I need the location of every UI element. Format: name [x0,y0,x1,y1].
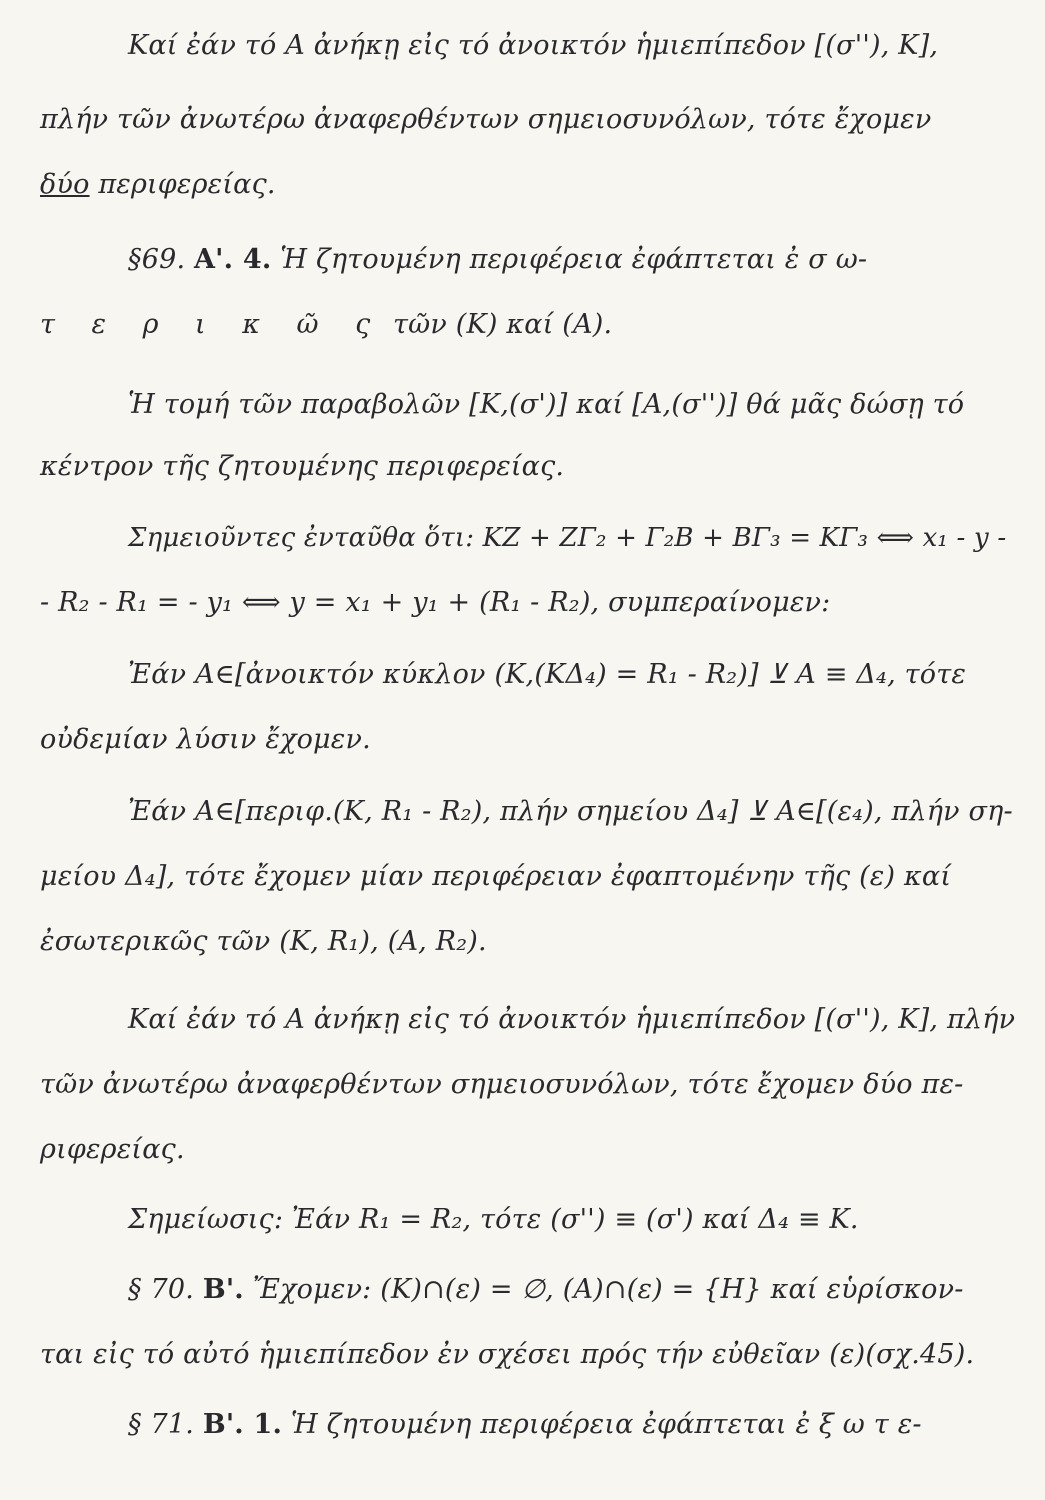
section-number: § 71. [128,1409,203,1440]
text-line-16: τῶν ἀνωτέρω ἀναφερθέντων σημειοσυνόλων, τότε ἔχομεν δύο πε- [40,1069,964,1100]
text-line-9: - R₂ - R₁ = - y₁ ⟺ y = x₁ + y₁ + (R₁ - R₂), συμπεραίνομεν: [40,587,831,618]
text-line-10: Ἐάν Α∈[ἀνοικτόν κύκλον (Κ,(ΚΔ₄) = R₁ - R₂)] ⊻ Α ≡ Δ₄, τότε [128,659,967,690]
underlined-word: δύο [40,169,90,200]
section-69-text: Ἡ ζητουμένη περιφέρεια ἐφάπτεται ἐ σ ω- [271,244,868,275]
section-label: Β'. 1. [202,1409,283,1440]
text-line-17: ριφερείας. [40,1134,185,1165]
text-line-6: Ἡ τομή τῶν παραβολῶν [Κ,(σ')] καί [Α,(σ'')] θά μᾶς δώσῃ τό [128,389,965,420]
spaced-word: τ ε ρ ι κ ῶ ς [40,309,385,340]
text-line-20: ται εἰς τό αὐτό ἡμιεπίπεδον ἐν σχέσει πρός τήν εὐθεῖαν (ε)(σχ.45). [40,1339,975,1370]
text-line-13: μείου Δ₄], τότε ἔχομεν μίαν περιφέρειαν ἐφαπτομένην τῆς (ε) καί [40,861,952,892]
section-label: Β'. [202,1274,244,1305]
section-69-heading [128,240,1005,280]
line-3-rest: περιφερείας. [89,169,276,200]
section-number: §69. [128,244,195,275]
section-70-heading [128,1270,1005,1310]
section-number: § 70. [128,1274,203,1305]
text-line-12: Ἐάν Α∈[περιφ.(Κ, R₁ - R₂), πλήν σημείου Δ₄] ⊻ Α∈[(ε₄), πλήν ση- [128,796,1013,827]
section-label: Α'. 4. [194,244,272,275]
line-5-rest: τῶν (Κ) καί (Α). [384,309,613,340]
section-71-text: Ἡ ζητουμένη περιφέρεια ἐφάπτεται ἐ ξ ω τ ε- [282,1409,922,1440]
text-line-1: Καί ἐάν τό Α ἀνήκῃ εἰς τό ἀνοικτόν ἡμιεπίπεδον [(σ''), Κ], [128,30,939,61]
text-line-3 [40,165,1005,205]
text-line-5 [40,305,1005,345]
text-line-7: κέντρον τῆς ζητουμένης περιφερείας. [40,451,565,482]
section-70-text: Ἔχομεν: (Κ)∩(ε) = ∅, (Α)∩(ε) = {Η} καί εὑρίσκον- [243,1274,964,1305]
note-line: Σημείωσις: Ἐάν R₁ = R₂, τότε (σ'') ≡ (σ') καί Δ₄ ≡ Κ. [128,1204,859,1235]
text-line-2: πλήν τῶν ἀνωτέρω ἀναφερθέντων σημειοσυνόλων, τότε ἔχομεν [40,104,932,135]
section-71-heading [128,1405,1005,1445]
text-line-15: Καί ἐάν τό Α ἀνήκῃ εἰς τό ἀνοικτόν ἡμιεπίπεδον [(σ''), Κ], πλήν [128,1004,1016,1035]
text-line-14: ἐσωτερικῶς τῶν (Κ, R₁), (Α, R₂). [40,926,487,957]
text-line-11: οὐδεμίαν λύσιν ἔχομεν. [40,724,371,755]
text-line-8: Σημειοῦντες ἐνταῦθα ὅτι: ΚΖ + ΖΓ₂ + Γ₂Β + ΒΓ₃ = ΚΓ₃ ⟺ x₁ - y - [128,523,1007,553]
